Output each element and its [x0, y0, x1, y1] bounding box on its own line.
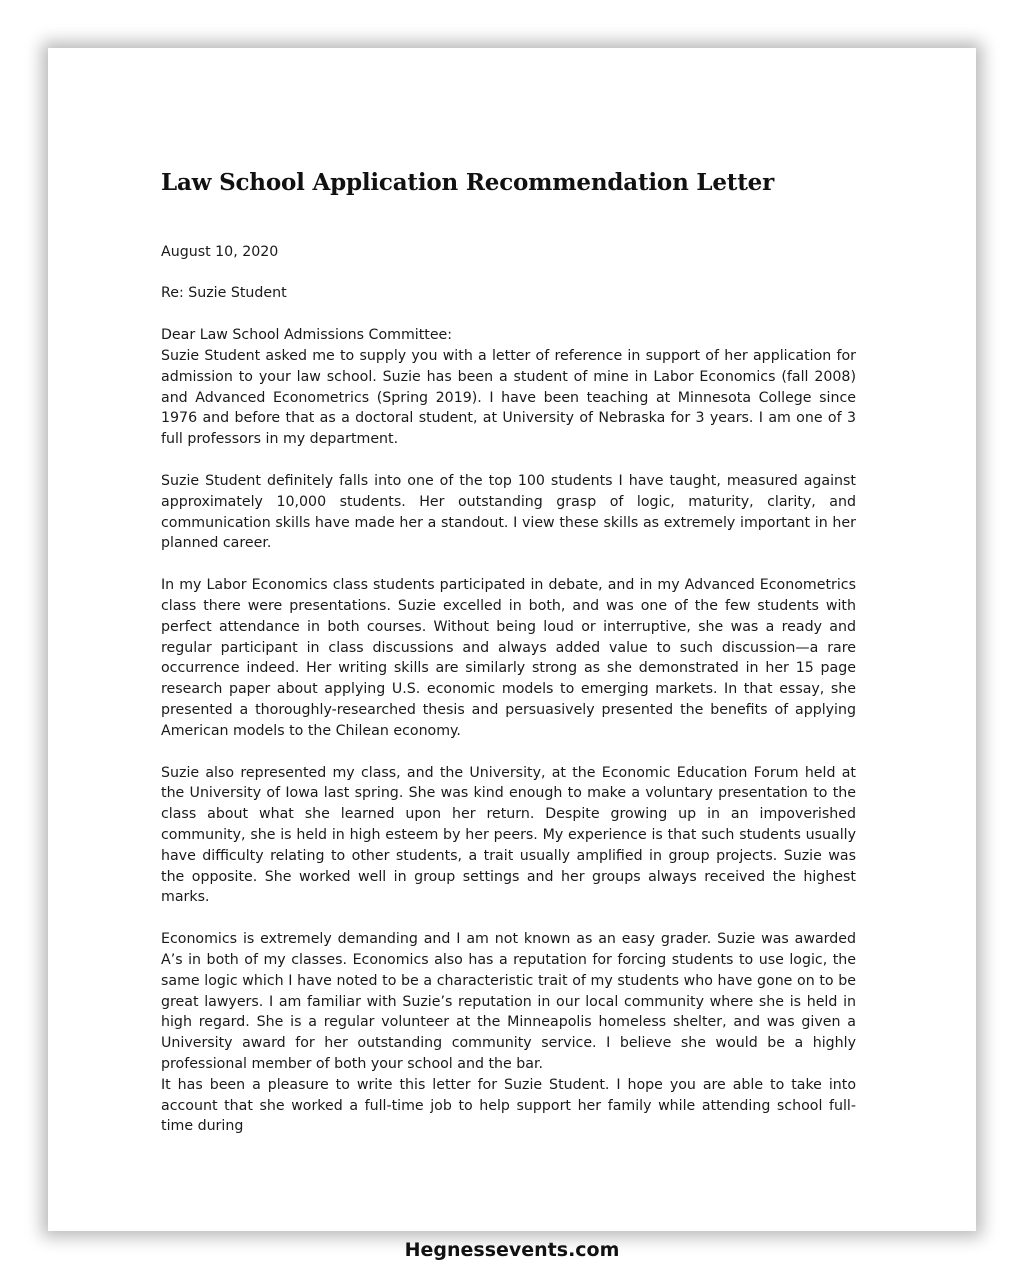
- letter-paragraph-6: It has been a pleasure to write this letter for Suzie Student. I hope you are able to take into account that she worked a full-time job to help support her family while attending school full-time during: [161, 1076, 856, 1135]
- letter-re-line: Re: Suzie Student: [161, 285, 287, 301]
- letter-paragraph-5: Economics is extremely demanding and I am not known as an easy grader. Suzie was awarded A’s in both of my classes. Economics also has a reputation for forcing students to use logic, the same logic which I have noted to be a characteristic trait of my students who have gone on to be great lawyers. I am familiar with Suzie’s reputation in our local community where she is held in high regard. She is a regular volunteer at the Minneapolis homeless shelter, and was given a University award for her outstanding community service. I believe she would be a highly professional member of both your school and the bar.: [161, 931, 856, 1072]
- letter-paragraph-3: In my Labor Economics class students participated in debate, and in my Advanced Econometrics class there were presentations. Suzie excelled in both, and was one of the few students with perfect attendance in both courses. Without being loud or interruptive, she was a ready and regular participant in class discussions and always added value to such discussion—a rare occurrence indeed. Her writing skills are similarly strong as she demonstrated in her 15 page research paper about applying U.S. economic models to emerging markets. In that essay, she presented a thoroughly-researched thesis and persuasively presented the benefits of applying American models to the Chilean economy.: [161, 577, 856, 739]
- letter-paragraph-4: Suzie also represented my class, and the University, at the Economic Education Forum held at the University of Iowa last spring. She was kind enough to make a voluntary presentation to the class about what she learned upon her return. Despite growing up in an impoverished community, she is held in high esteem by her peers. My experience is that such students usually have difficulty relating to other students, a trait usually amplified in group projects. Suzie was the opposite. She worked well in group settings and her groups always received the highest marks.: [161, 764, 856, 906]
- letter-paragraph-1: Suzie Student asked me to supply you with a letter of reference in support of her application for admission to your law school. Suzie has been a student of mine in Labor Economics (fall 2008) and Advanced Econometrics (Spring 2019). I have been teaching at Minnesota College since 1976 and before that as a doctoral student, at University of Nebraska for 3 years. I am one of 3 full professors in my department.: [161, 348, 856, 448]
- letter-salutation: Dear Law School Admissions Committee:: [161, 327, 453, 343]
- letter-title: Law School Application Recommendation Letter: [161, 169, 775, 196]
- site-watermark: Hegnessevents.com: [404, 1239, 620, 1261]
- letter-page: [48, 48, 976, 1231]
- letter-content: [161, 168, 856, 1137]
- letter-paragraph-2: Suzie Student definitely falls into one of the top 100 students I have taught, measured against approximately 10,000 students. Her outstanding grasp of logic, maturity, clarity, and communication skills have made her a standout. I view these skills as extremely important in her planned career.: [161, 472, 856, 552]
- letter-date: August 10, 2020: [161, 244, 279, 260]
